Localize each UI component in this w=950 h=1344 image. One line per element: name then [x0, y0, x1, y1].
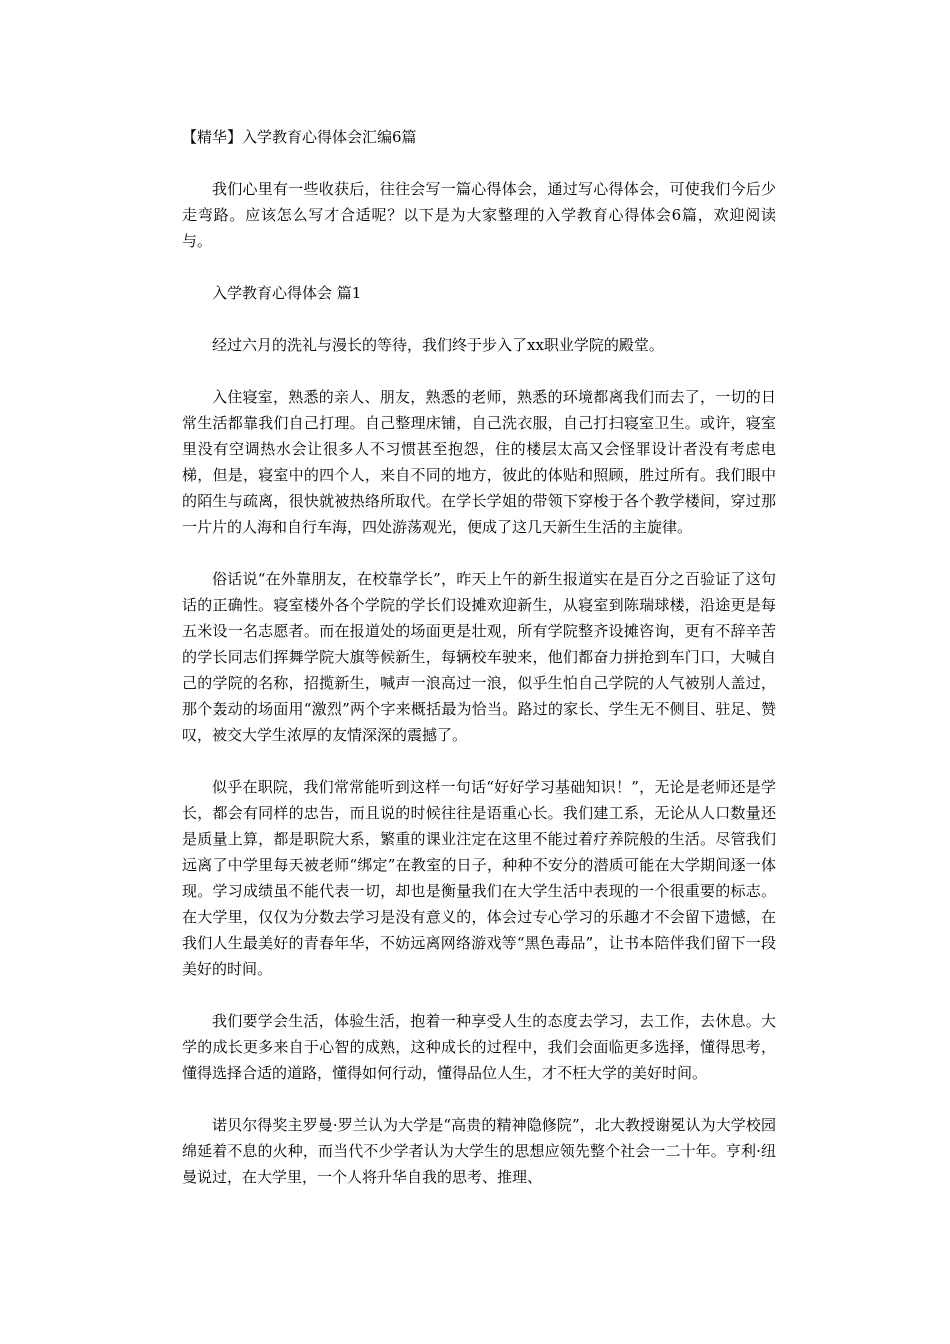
document-title: 【精华】入学教育心得体会汇编6篇 — [182, 128, 417, 146]
body-paragraph: 诺贝尔得奖主罗曼·罗兰认为大学是“高贵的精神隐修院”，北大教授谢冕认为大学校园绵延着不息的火种，而当代不少学者认为大学生的思想应领先整个社会一二十年。亨利·纽曼说过，在大学里，一个人将升华自我的思考、推理、 — [182, 1116, 776, 1186]
intro-paragraph: 我们心里有一些收获后，往往会写一篇心得体会，通过写心得体会，可使我们今后少走弯路。应该怎么写才合适呢？以下是为大家整理的入学教育心得体会6篇，欢迎阅读与。 — [182, 180, 776, 250]
section-heading: 入学教育心得体会 篇1 — [212, 284, 362, 302]
body-paragraph: 入住寝室，熟悉的亲人、朋友，熟悉的老师，熟悉的环境都离我们而去了，一切的日常生活都靠我们自己打理。自己整理床铺，自己洗衣服，自己打扫寝室卫生。或许，寝室里没有空调热水会让很多人不习惯甚至抱怨，住的楼层太高又会怪罪设计者没有考虑电梯，但是，寝室中的四个人，来自不同的地方，彼此的体贴和照顾，胜过所有。我们眼中的陌生与疏离，很快就被热络所取代。在学长学姐的带领下穿梭于各个教学楼间，穿过那一片片的人海和自行车海，四处游荡观光，便成了这几天新生生活的主旋律。 — [182, 388, 776, 536]
body-paragraph: 似乎在职院，我们常常能听到这样一句话“好好学习基础知识！”，无论是老师还是学长，都会有同样的忠告，而且说的时候往往是语重心长。我们建工系，无论从人口数量还是质量上算，都是职院大系，繁重的课业注定在这里不能过着疗养院般的生活。尽管我们远离了中学里每天被老师“绑定”在教室的日子，种种不安分的潜质可能在大学期间逐一体现。学习成绩虽不能代表一切，却也是衡量我们在大学生活中表现的一个很重要的标志。在大学里，仅仅为分数去学习是没有意义的，体会过专心学习的乐趣才不会留下遗憾，在我们人生最美好的青春年华，不妨远离网络游戏等“黑色毒品”，让书本陪伴我们留下一段美好的时间。 — [182, 778, 776, 978]
body-paragraph: 俗话说“在外靠朋友，在校靠学长”，昨天上午的新生报道实在是百分之百验证了这句话的正确性。寝室楼外各个学院的学长们设摊欢迎新生，从寝室到陈瑞球楼，沿途更是每五米设一名志愿者。而在报道处的场面更是壮观，所有学院整齐设摊咨询，更有不辞辛苦的学长同志们挥舞学院大旗等候新生，每辆校车驶来，他们都奋力拼抢到车门口，大喊自己的学院的名称，招揽新生，喊声一浪高过一浪，似乎生怕自己学院的人气被别人盖过，那个轰动的场面用“激烈”两个字来概括最为恰当。路过的家长、学生无不侧目、驻足、赞叹，被交大学生浓厚的友情深深的震撼了。 — [182, 570, 776, 744]
body-paragraph: 我们要学会生活，体验生活，抱着一种享受人生的态度去学习，去工作，去休息。大学的成长更多来自于心智的成熟，这种成长的过程中，我们会面临更多选择，懂得思考，懂得选择合适的道路，懂得如何行动，懂得品位人生，才不枉大学的美好时间。 — [182, 1012, 776, 1082]
document-page — [182, 124, 776, 1216]
body-paragraph: 经过六月的洗礼与漫长的等待，我们终于步入了xx职业学院的殿堂。 — [212, 336, 664, 354]
